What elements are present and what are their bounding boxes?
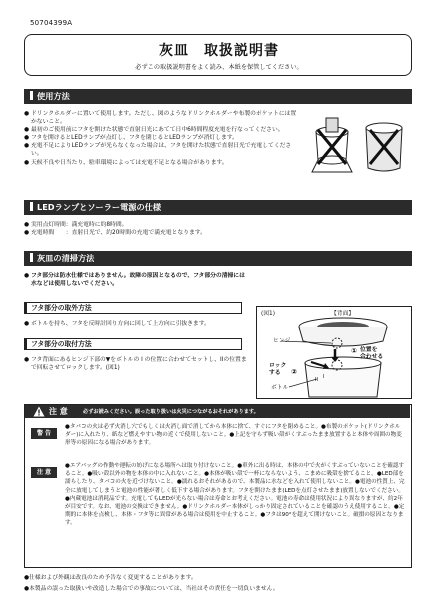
list-item: ● フタ背面にあるヒンジ下部の▼をボトルの I の位置に合わせてセットし、IIの位置まで回転させてロックします。(図1)	[24, 357, 247, 372]
list-item: ● 充電不足によりLEDランプが光らなくなった場合は、フタを開けた状態で直射日光で充電してください。	[24, 143, 292, 158]
spec-heading	[24, 200, 412, 215]
usage-list	[24, 110, 300, 167]
cleaning-heading	[24, 251, 412, 266]
warning-tag: 警 告	[31, 428, 57, 439]
lock-label: ロック する	[269, 363, 287, 376]
usage-heading	[24, 89, 412, 104]
spec-list	[24, 221, 412, 237]
list-item: ● 実用点灯時間：満充電時に約8時間。	[24, 222, 128, 228]
cleaning-list	[24, 272, 246, 288]
list-item: ● フタ部分は防水仕様ではありません。故障の原因となるので、フタ部分の清掃には水などは使用しないでください。	[24, 273, 245, 288]
spec-heading-text: LEDランプとソーラー電源の仕様	[37, 202, 162, 212]
list-item: ● 天候不良や日当たり、駐車環境によっては充電不足となる場合があります。	[24, 159, 228, 166]
figure-back-label: 【背面】	[331, 311, 355, 317]
list-item: ● ドリンクホルダーに置いて使用します。ただし、図のようなドリンクホルダーや布製のポケットには置かないこと。	[24, 111, 297, 126]
caution-heading-note: 必ずお読みください。誤った取り扱いは火災につながるおそれがあります。	[83, 409, 259, 415]
list-item: ● 充電時間 ：直射日光で、約20時間の充電で満充電となります。	[24, 230, 206, 237]
x-mark-icon	[318, 130, 346, 164]
warning-triangle-icon	[33, 406, 45, 417]
attach-list	[24, 356, 250, 372]
model-number: 50704399A	[30, 19, 73, 27]
align-label: 位置を 合わせる	[360, 347, 384, 360]
caution-header	[25, 405, 410, 418]
cleaning-heading-text: 灰皿の清掃方法	[37, 253, 95, 263]
list-item: ● ボトルを持ち、フタを反時計回り方向に回して上方向に引抜きます。	[24, 321, 210, 327]
footer-note-2: ●本製品の誤った取扱いや改造した場合での事故については、当社はその責任を一切負いません。	[24, 586, 279, 592]
attach-heading: フタ部分の取付方法	[24, 338, 242, 350]
caution-box	[24, 404, 412, 568]
document-subtitle: 必ずこの取扱説明書をよく読み、本紙を保管してください。	[135, 64, 303, 71]
footer-note-1: ●仕様および外観は改良のため予告なく変更することがあります。	[24, 575, 197, 581]
step-1-label: ①	[351, 347, 357, 355]
figure-label: (図1)	[261, 311, 276, 317]
bottle-label: ボトル	[271, 385, 289, 391]
step-2-label: ②	[291, 368, 297, 376]
hinge-label: ヒンジ	[273, 338, 291, 344]
usage-heading-text: 使用方法	[37, 91, 70, 101]
remove-list	[24, 320, 250, 328]
mark-1: I	[323, 374, 325, 380]
list-item: ● 最初のご使用前にフタを開けた状態で直射日光にあてて日中6時間程度充電を行なってください。	[24, 127, 284, 134]
warning-text: ●タバコの火は必ず火消し穴でもしくは火消し面で消してから本体に捨て、すぐにフタを閉めること。●布製のポケット(ドリンクホルダー)に入れたり、紙など燃えやすい物の近くで使用しないこと。●上記を守らず吸い殻がくすぶったまま放置すると本体や周囲の物変形等の原因になる場合があります。	[65, 424, 402, 447]
caution-tag: 注 意	[31, 467, 57, 478]
caution-heading: 注 意	[49, 407, 68, 416]
drink-holder-illustration	[304, 110, 412, 182]
list-item: ● フタを開けるとLEDランプが点灯し、フタを閉じるとLEDランプが消灯します。	[24, 135, 238, 142]
document-title: 灰皿 取扱説明書	[159, 43, 279, 59]
mark-2: II	[315, 377, 318, 383]
remove-heading: フタ部分の取外方法	[24, 302, 242, 314]
caution-text: ●エアバッグの作動や運転の妨げになる場所へは取り付けないこと。●車外に出る時は、本体の中で火がくすぶっていないことを確認すること。●吸い殻以外の物を本体の中に入れないこと。●本体が吸い殻で一杯にならないよう、こまめに吸殻を捨てること。●LED部を濡らしたり、タバコの火を近づけないこと。●濡れるおそれがあるので、本製品に水などを入れて使用しないこと。●電池の性質上、完全に放電してしまうと電池の性能が著しく低下する場合があります。フタを開けたまま(LEDを点灯させたまま)放置しないでください。●内蔵電池は消耗品です。充電してもLEDが光らない場合は寿命とお考えください。電池の寿命は使用状況により異なりますが、約2年が目安です。なお、電池の交換はできません。●ドリンクホルダー本体がしっかり固定されていることを確認のうえ使用すること。●定期的に本体を点検し、本体・フタ等に異常がある場合は使用を中止すること。●フタは90°を超えて開けないこと。破損の原因となります。	[65, 463, 405, 527]
title-box	[24, 34, 412, 76]
figure-1	[256, 306, 412, 399]
